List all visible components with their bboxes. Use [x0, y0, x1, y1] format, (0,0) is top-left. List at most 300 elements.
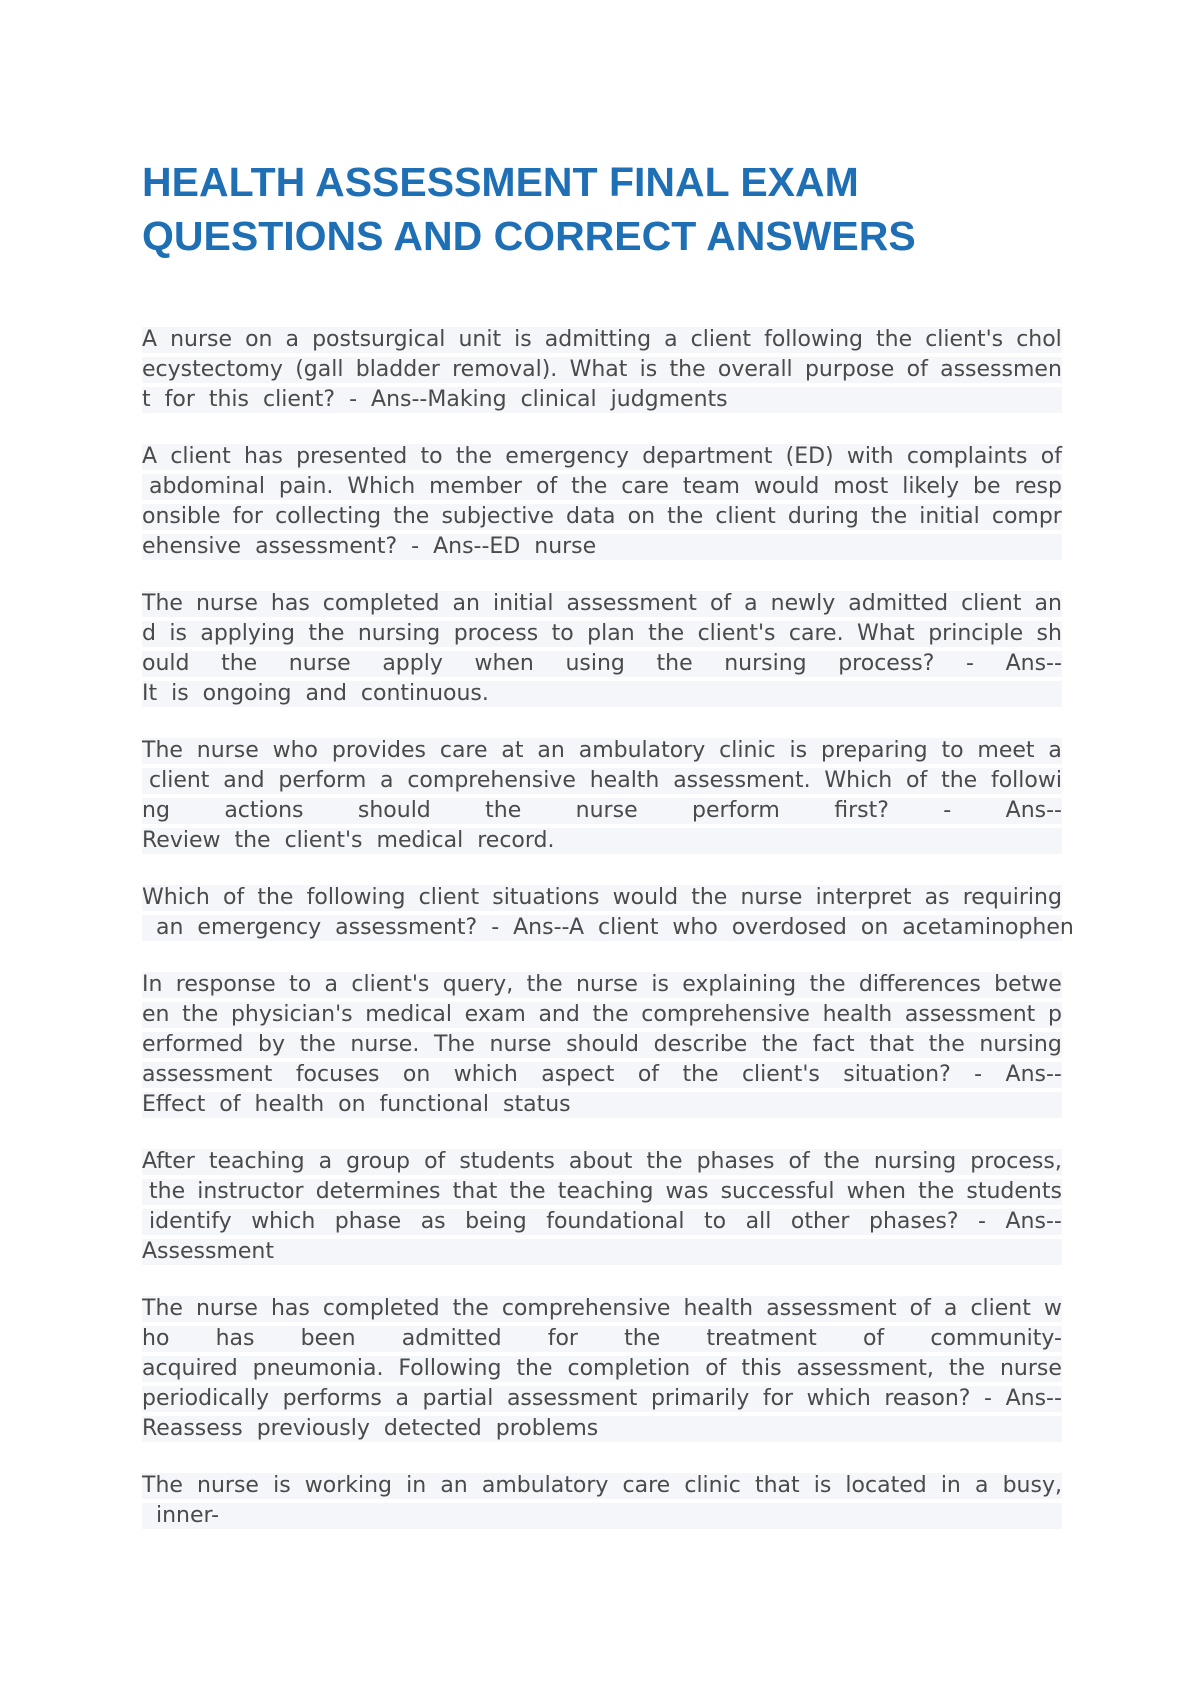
word: emergency: [505, 444, 629, 469]
word: overall: [717, 357, 793, 382]
word: first?: [834, 798, 889, 823]
word: in: [406, 1473, 427, 1498]
word: and: [223, 768, 265, 793]
word: process,: [970, 1149, 1062, 1174]
word: of: [906, 768, 928, 793]
qa-text-line: [142, 883, 1062, 913]
qa-text-line: [142, 736, 1062, 766]
word: nurse: [575, 798, 638, 823]
word: erformed: [142, 1032, 244, 1057]
word: nurse: [740, 885, 803, 910]
word: performs: [282, 1386, 382, 1411]
word: nursing: [873, 1149, 957, 1174]
word: the: [669, 357, 706, 382]
word: a: [380, 768, 394, 793]
word: of: [1040, 444, 1062, 469]
word: should: [357, 798, 431, 823]
word: the: [221, 651, 258, 676]
word: would: [612, 885, 679, 910]
word: Ans--: [1005, 1062, 1062, 1087]
word: of: [906, 357, 928, 382]
word: would: [753, 474, 820, 499]
word: the: [592, 1002, 629, 1027]
word: of: [862, 1326, 885, 1351]
word: is: [639, 357, 658, 382]
word: followi: [990, 768, 1062, 793]
word: on: [402, 1062, 431, 1087]
word: foundational: [546, 1209, 685, 1234]
word: completed: [322, 1296, 440, 1321]
word: following: [764, 327, 863, 352]
word: the: [509, 1179, 546, 1204]
word: a: [974, 1473, 989, 1498]
word: instructor: [197, 1179, 304, 1204]
word: the: [761, 1032, 799, 1057]
word: of: [637, 1062, 660, 1087]
word: assessmen: [940, 357, 1062, 382]
word: The: [433, 1032, 475, 1057]
word: (gall: [295, 357, 344, 382]
title-line-1: HEALTH ASSESSMENT FINAL EXAM: [142, 159, 859, 205]
word: In: [142, 972, 163, 997]
word: the: [691, 885, 728, 910]
word: interpret: [815, 885, 912, 910]
word: nurse: [489, 1032, 552, 1057]
qa-item: [142, 1471, 1062, 1531]
word: initial: [493, 591, 554, 616]
word: member: [429, 474, 523, 499]
word: and: [538, 1002, 580, 1027]
qa-text-line: [142, 1354, 1062, 1384]
word: comprehensive: [501, 1296, 671, 1321]
word: on: [245, 327, 273, 352]
word: team: [682, 474, 740, 499]
word: bladder: [355, 357, 440, 382]
word: periodically: [142, 1386, 270, 1411]
word: is: [651, 972, 669, 997]
word: assessment: [566, 591, 697, 616]
word: abdominal: [142, 474, 265, 499]
word: (ED): [785, 444, 834, 469]
word: which: [806, 1386, 871, 1411]
word: explaining: [682, 972, 797, 997]
word: data: [565, 504, 616, 529]
word: complaints: [906, 444, 1028, 469]
word: collecting: [275, 504, 382, 529]
word: actions: [224, 798, 304, 823]
qa-text-line: Review the client's medical record.: [142, 826, 1062, 856]
word: perform: [278, 768, 367, 793]
qa-text-line: [142, 1147, 1062, 1177]
word: w: [1043, 1296, 1062, 1321]
word: as: [420, 1209, 446, 1234]
word: located: [845, 1473, 927, 1498]
word: of: [909, 1296, 931, 1321]
word: of: [424, 1149, 446, 1174]
qa-text-line: It is ongoing and continuous.: [142, 679, 1062, 709]
word: students: [966, 1179, 1062, 1204]
qa-text-line: [142, 1294, 1062, 1324]
word: ambulatory: [578, 738, 706, 763]
word: an: [440, 1473, 468, 1498]
word: After: [142, 1149, 195, 1174]
word: unit: [458, 327, 502, 352]
word: Following: [398, 1356, 502, 1381]
word: subjective: [441, 504, 554, 529]
qa-item: [142, 1147, 1062, 1267]
word: teaching: [557, 1179, 654, 1204]
word: client's: [697, 621, 776, 646]
word: client's: [351, 972, 430, 997]
word: client: [170, 444, 231, 469]
word: is: [169, 621, 187, 646]
word: nurse: [196, 738, 259, 763]
qa-item: [142, 736, 1062, 856]
word: the: [571, 474, 608, 499]
word: is: [789, 738, 808, 763]
word: should: [566, 1032, 639, 1057]
word: the: [455, 444, 492, 469]
word: all: [745, 1209, 772, 1234]
word: of: [223, 885, 245, 910]
word: client: [690, 327, 752, 352]
word: an: [537, 738, 565, 763]
word: principle: [928, 621, 1024, 646]
word: phases?: [868, 1209, 959, 1234]
word: assessment: [766, 1296, 897, 1321]
word: this: [741, 1356, 782, 1381]
word: ould: [142, 651, 190, 676]
word: a: [664, 327, 678, 352]
word: health: [822, 1002, 893, 1027]
word: -: [966, 651, 974, 676]
word: at: [501, 738, 524, 763]
word: was: [665, 1179, 709, 1204]
word: who: [272, 738, 319, 763]
word: resp: [1014, 474, 1062, 499]
word: care.: [788, 621, 844, 646]
word: client: [961, 591, 1022, 616]
word: pain.: [278, 474, 334, 499]
word: department: [642, 444, 773, 469]
word: has: [215, 1326, 255, 1351]
word: busy,: [1002, 1473, 1062, 1498]
title-line-2: QUESTIONS AND CORRECT ANSWERS: [142, 213, 916, 259]
word: the: [682, 1062, 719, 1087]
word: which: [453, 1062, 518, 1087]
word: comprehensive: [407, 768, 576, 793]
qa-text-line: [142, 325, 1062, 355]
word: client's: [925, 327, 1004, 352]
word: query,: [442, 972, 514, 997]
qa-text-line: an emergency assessment? - Ans--A client who overdosed on acetaminophen: [142, 913, 1062, 943]
word: Which: [347, 474, 416, 499]
word: assessment.: [673, 768, 811, 793]
word: acquired: [142, 1356, 238, 1381]
word: removal).: [452, 357, 558, 382]
word: successful: [720, 1179, 835, 1204]
word: is: [273, 1473, 291, 1498]
word: a: [1048, 738, 1062, 763]
word: community-: [930, 1326, 1062, 1351]
qa-text-line: [142, 796, 1062, 826]
word: being: [465, 1209, 527, 1234]
word: -: [943, 798, 952, 823]
qa-item: [142, 442, 1062, 562]
word: the: [656, 651, 693, 676]
word: differences: [858, 972, 981, 997]
word: most: [833, 474, 889, 499]
word: the: [646, 1149, 683, 1174]
word: is: [514, 327, 532, 352]
word: ambulatory: [481, 1473, 609, 1498]
word: focuses: [295, 1062, 380, 1087]
word: situation?: [843, 1062, 951, 1087]
word: client: [715, 504, 776, 529]
word: on: [627, 504, 656, 529]
word: Ans--: [1005, 651, 1062, 676]
word: using: [565, 651, 625, 676]
word: purpose: [804, 357, 895, 382]
qa-text-line: [142, 502, 1062, 532]
word: clinic: [684, 1473, 741, 1498]
word: care: [439, 738, 488, 763]
document-title: [142, 155, 1062, 263]
word: nurse: [197, 1473, 259, 1498]
word: of: [788, 1149, 810, 1174]
word: requiring: [962, 885, 1062, 910]
word: completion: [567, 1356, 691, 1381]
qa-text-line: Reassess previously detected problems: [142, 1414, 1062, 1444]
word: reason?: [884, 1386, 971, 1411]
word: Ans--: [1005, 1386, 1062, 1411]
word: d: [142, 621, 156, 646]
word: the: [667, 504, 704, 529]
word: nurse.: [350, 1032, 420, 1057]
word: nursing: [979, 1032, 1062, 1057]
word: A: [142, 444, 158, 469]
word: onsible: [142, 504, 221, 529]
word: newly: [770, 591, 836, 616]
word: the: [941, 768, 978, 793]
word: client: [142, 768, 210, 793]
word: of: [705, 1356, 727, 1381]
qa-item: [142, 1294, 1062, 1444]
word: care: [621, 474, 669, 499]
word: a: [395, 1386, 409, 1411]
word: describe: [653, 1032, 748, 1057]
word: teaching: [208, 1149, 305, 1174]
word: assessment: [142, 1062, 273, 1087]
word: en: [142, 1002, 170, 1027]
word: process: [453, 621, 539, 646]
word: assessment: [506, 1386, 638, 1411]
word: ng: [142, 798, 170, 823]
word: the: [624, 1326, 661, 1351]
word: which: [251, 1209, 316, 1234]
qa-text-line: Effect of health on functional status: [142, 1090, 1062, 1120]
word: the: [299, 1032, 336, 1057]
word: to: [289, 972, 312, 997]
word: medical: [365, 1002, 452, 1027]
word: the: [526, 972, 563, 997]
word: phase: [334, 1209, 402, 1234]
word: exam: [464, 1002, 526, 1027]
word: during: [787, 504, 859, 529]
word: a: [943, 1296, 958, 1321]
word: about: [568, 1149, 633, 1174]
qa-text-line: [142, 649, 1062, 679]
word: presented: [296, 444, 408, 469]
word: the: [918, 1179, 955, 1204]
word: to: [420, 444, 443, 469]
word: applying: [200, 621, 295, 646]
word: nurse: [576, 972, 638, 997]
qa-text-line: Assessment: [142, 1237, 1062, 1267]
word: the: [871, 504, 908, 529]
word: health: [589, 768, 660, 793]
word: phases: [696, 1149, 775, 1174]
word: physician's: [230, 1002, 353, 1027]
word: meet: [977, 738, 1035, 763]
word: client: [970, 1296, 1031, 1321]
word: for: [232, 504, 263, 529]
word: response: [175, 972, 276, 997]
word: a: [318, 1149, 333, 1174]
qa-text-line: [142, 970, 1062, 1000]
word: when: [846, 1179, 906, 1204]
word: The: [142, 738, 183, 763]
word: situations: [492, 885, 600, 910]
word: -: [974, 1062, 983, 1087]
word: students: [459, 1149, 555, 1174]
qa-text-line: [142, 472, 1062, 502]
word: nursing: [724, 651, 807, 676]
word: for: [762, 1386, 794, 1411]
word: primarily: [650, 1386, 750, 1411]
word: other: [790, 1209, 850, 1234]
word: client's: [741, 1062, 820, 1087]
word: nurse: [288, 651, 351, 676]
word: nurse: [999, 1356, 1062, 1381]
word: postsurgical: [312, 327, 446, 352]
word: p: [1047, 1002, 1062, 1027]
word: The: [142, 1473, 183, 1498]
qa-item: [142, 325, 1062, 415]
word: fact: [812, 1032, 855, 1057]
qa-text-line: [142, 1030, 1062, 1060]
word: the: [876, 327, 913, 352]
word: is: [813, 1473, 832, 1498]
word: of: [536, 474, 558, 499]
word: a: [324, 972, 339, 997]
word: the: [452, 1296, 489, 1321]
word: assessment: [904, 1002, 1036, 1027]
word: likely: [902, 474, 960, 499]
word: for: [547, 1326, 578, 1351]
word: pneumonia.: [252, 1356, 384, 1381]
word: identify: [142, 1209, 232, 1234]
word: the: [393, 504, 430, 529]
qa-text-line: [142, 355, 1062, 385]
word: Which: [142, 885, 210, 910]
word: treatment: [706, 1326, 817, 1351]
word: the: [142, 1179, 186, 1204]
word: the: [648, 621, 685, 646]
word: sh: [1036, 621, 1062, 646]
word: that: [754, 1473, 800, 1498]
word: partial: [422, 1386, 494, 1411]
word: nursing: [357, 621, 441, 646]
word: Ans--: [1005, 1209, 1062, 1234]
word: working: [304, 1473, 393, 1498]
word: has: [270, 591, 310, 616]
word: to: [941, 738, 964, 763]
word: assessment,: [796, 1356, 934, 1381]
word: ecystectomy: [142, 357, 283, 382]
word: an: [452, 591, 480, 616]
word: of: [709, 591, 732, 616]
word: Ans--: [1005, 798, 1062, 823]
word: ho: [142, 1326, 170, 1351]
word: aspect: [541, 1062, 615, 1087]
word: been: [300, 1326, 356, 1351]
word: the: [823, 1149, 860, 1174]
qa-text-line: [142, 1471, 1062, 1501]
word: What: [569, 357, 628, 382]
qa-text-line: [142, 1000, 1062, 1030]
qa-text-line: [142, 442, 1062, 472]
word: the: [182, 1002, 219, 1027]
word: admitted: [401, 1326, 502, 1351]
word: plan: [587, 621, 635, 646]
word: admitting: [544, 327, 652, 352]
qa-item: [142, 589, 1062, 709]
word: with: [846, 444, 894, 469]
word: perform: [692, 798, 780, 823]
word: that: [452, 1179, 498, 1204]
word: chol: [1016, 327, 1062, 352]
word: to: [704, 1209, 727, 1234]
word: process?: [838, 651, 935, 676]
qa-text-line: [142, 1384, 1062, 1414]
word: as: [924, 885, 950, 910]
qa-text-line: [142, 589, 1062, 619]
word: the: [257, 885, 294, 910]
word: by: [258, 1032, 285, 1057]
word: comprehensive: [641, 1002, 810, 1027]
word: nurse: [170, 327, 233, 352]
qa-text-line: t for this client? - Ans--Making clinical judgments: [142, 385, 1062, 415]
word: nurse: [195, 1296, 258, 1321]
word: determines: [315, 1179, 441, 1204]
word: following: [306, 885, 406, 910]
qa-text-line: [142, 619, 1062, 649]
word: in: [940, 1473, 961, 1498]
word: -: [978, 1209, 986, 1234]
word: admitted: [848, 591, 949, 616]
word: has: [270, 1296, 310, 1321]
qa-text-line: [142, 1177, 1062, 1207]
word: care: [622, 1473, 671, 1498]
word: clinic: [719, 738, 776, 763]
word: group: [346, 1149, 411, 1174]
qa-text-line: inner-: [142, 1501, 1062, 1531]
word: provides: [331, 738, 426, 763]
word: What: [857, 621, 915, 646]
word: nurse: [195, 591, 258, 616]
word: client: [418, 885, 480, 910]
